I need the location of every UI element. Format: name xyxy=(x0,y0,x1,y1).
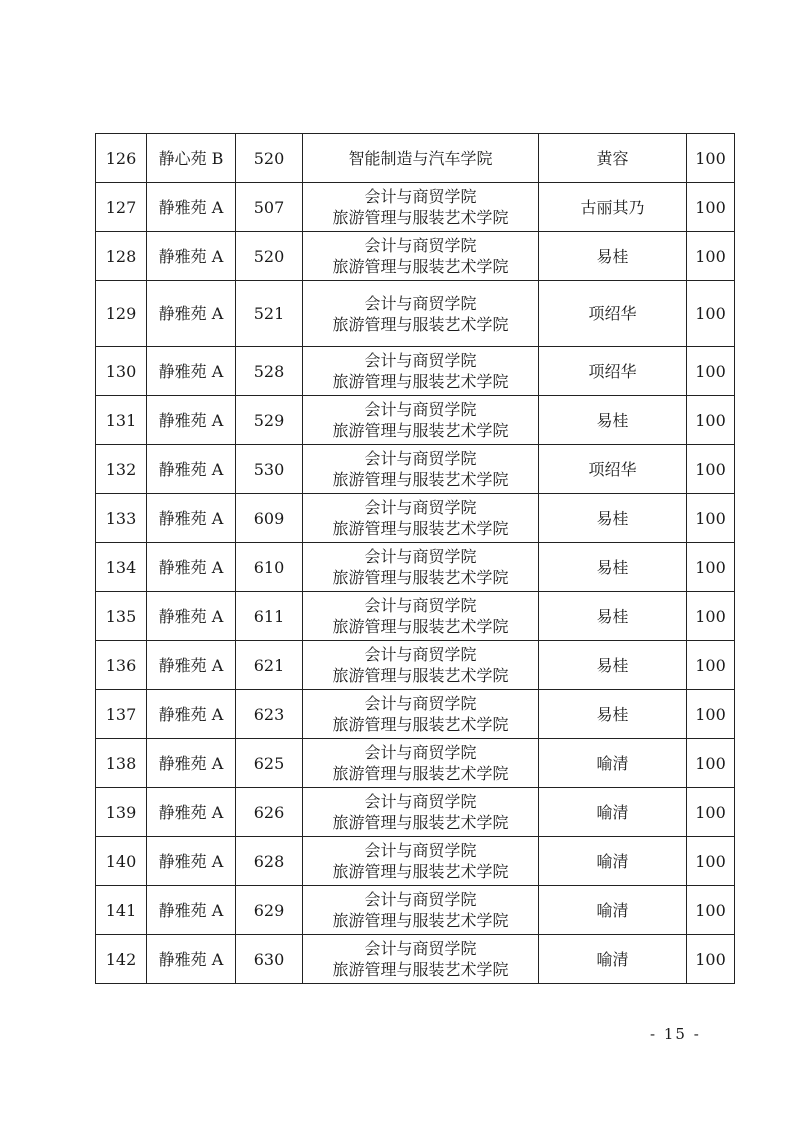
teacher-cell: 喻清 xyxy=(539,837,687,886)
row-number-cell: 128 xyxy=(96,232,147,281)
room-cell: 528 xyxy=(236,347,303,396)
college-line: 会计与商贸学院 xyxy=(364,400,477,419)
college-line: 会计与商贸学院 xyxy=(364,841,477,860)
teacher-cell: 黄容 xyxy=(539,134,687,183)
row-number-cell: 130 xyxy=(96,347,147,396)
room-cell: 520 xyxy=(236,232,303,281)
row-number-cell: 127 xyxy=(96,183,147,232)
table-row xyxy=(96,935,735,984)
teacher-cell: 喻清 xyxy=(539,788,687,837)
college-line: 旅游管理与服装艺术学院 xyxy=(332,372,509,391)
college-cell xyxy=(303,543,539,592)
college-cell xyxy=(303,886,539,935)
building-cell: 静雅苑 A xyxy=(147,935,236,984)
score-cell: 100 xyxy=(687,347,735,396)
building-cell: 静雅苑 A xyxy=(147,788,236,837)
building-cell: 静雅苑 A xyxy=(147,445,236,494)
college-line: 旅游管理与服装艺术学院 xyxy=(332,314,509,334)
college-line: 旅游管理与服装艺术学院 xyxy=(332,617,509,636)
table-row xyxy=(96,232,735,281)
college-cell xyxy=(303,690,539,739)
college-cell xyxy=(303,788,539,837)
college-line: 会计与商贸学院 xyxy=(364,498,477,517)
college-line: 旅游管理与服装艺术学院 xyxy=(332,862,509,881)
page-number: - 15 - xyxy=(650,1025,701,1043)
college-cell xyxy=(303,494,539,543)
room-cell: 625 xyxy=(236,739,303,788)
score-cell: 100 xyxy=(687,183,735,232)
building-cell: 静雅苑 A xyxy=(147,886,236,935)
room-cell: 507 xyxy=(236,183,303,232)
room-cell: 521 xyxy=(236,281,303,347)
building-cell: 静雅苑 A xyxy=(147,739,236,788)
score-cell: 100 xyxy=(687,592,735,641)
teacher-cell: 易桂 xyxy=(539,543,687,592)
row-number-cell: 131 xyxy=(96,396,147,445)
table-row xyxy=(96,543,735,592)
row-number-cell: 138 xyxy=(96,739,147,788)
college-line: 会计与商贸学院 xyxy=(364,694,477,713)
score-cell: 100 xyxy=(687,281,735,347)
row-number-cell: 135 xyxy=(96,592,147,641)
college-line: 旅游管理与服装艺术学院 xyxy=(332,568,509,587)
teacher-cell: 项绍华 xyxy=(539,445,687,494)
score-cell: 100 xyxy=(687,837,735,886)
row-number-cell: 133 xyxy=(96,494,147,543)
building-cell: 静雅苑 A xyxy=(147,494,236,543)
college-cell xyxy=(303,739,539,788)
college-cell xyxy=(303,396,539,445)
college-line: 旅游管理与服装艺术学院 xyxy=(332,257,509,276)
teacher-cell: 易桂 xyxy=(539,690,687,739)
table-body xyxy=(96,134,735,984)
teacher-cell: 喻清 xyxy=(539,739,687,788)
college-line: 会计与商贸学院 xyxy=(364,236,477,255)
room-cell: 621 xyxy=(236,641,303,690)
score-cell: 100 xyxy=(687,232,735,281)
table-row xyxy=(96,837,735,886)
college-line: 旅游管理与服装艺术学院 xyxy=(332,666,509,685)
building-cell: 静雅苑 A xyxy=(147,232,236,281)
table-row xyxy=(96,788,735,837)
row-number-cell: 134 xyxy=(96,543,147,592)
table-row xyxy=(96,445,735,494)
building-cell: 静雅苑 A xyxy=(147,592,236,641)
score-cell: 100 xyxy=(687,543,735,592)
room-cell: 629 xyxy=(236,886,303,935)
college-line: 智能制造与汽车学院 xyxy=(348,148,493,168)
table-row xyxy=(96,183,735,232)
score-cell: 100 xyxy=(687,494,735,543)
table-row xyxy=(96,641,735,690)
college-line: 旅游管理与服装艺术学院 xyxy=(332,519,509,538)
room-cell: 623 xyxy=(236,690,303,739)
table-row xyxy=(96,396,735,445)
teacher-cell: 易桂 xyxy=(539,396,687,445)
college-line: 旅游管理与服装艺术学院 xyxy=(332,960,509,979)
building-cell: 静雅苑 A xyxy=(147,690,236,739)
score-cell: 100 xyxy=(687,396,735,445)
college-line: 会计与商贸学院 xyxy=(364,939,477,958)
building-cell: 静雅苑 A xyxy=(147,641,236,690)
teacher-cell: 项绍华 xyxy=(539,281,687,347)
college-line: 旅游管理与服装艺术学院 xyxy=(332,470,509,489)
building-cell: 静雅苑 A xyxy=(147,543,236,592)
college-line: 旅游管理与服装艺术学院 xyxy=(332,421,509,440)
room-cell: 530 xyxy=(236,445,303,494)
table-row xyxy=(96,739,735,788)
college-line: 旅游管理与服装艺术学院 xyxy=(332,911,509,930)
room-cell: 626 xyxy=(236,788,303,837)
teacher-cell: 古丽其乃 xyxy=(539,183,687,232)
row-number-cell: 126 xyxy=(96,134,147,183)
table-row xyxy=(96,281,735,347)
college-line: 会计与商贸学院 xyxy=(364,596,477,615)
college-cell xyxy=(303,935,539,984)
row-number-cell: 140 xyxy=(96,837,147,886)
college-line: 旅游管理与服装艺术学院 xyxy=(332,813,509,832)
teacher-cell: 易桂 xyxy=(539,641,687,690)
teacher-cell: 喻清 xyxy=(539,935,687,984)
college-cell xyxy=(303,641,539,690)
college-cell xyxy=(303,183,539,232)
row-number-cell: 141 xyxy=(96,886,147,935)
table-row xyxy=(96,494,735,543)
college-line: 会计与商贸学院 xyxy=(364,792,477,811)
college-line: 旅游管理与服装艺术学院 xyxy=(332,764,509,783)
college-cell xyxy=(303,837,539,886)
college-line: 会计与商贸学院 xyxy=(364,890,477,909)
college-line: 会计与商贸学院 xyxy=(364,293,477,313)
score-cell: 100 xyxy=(687,739,735,788)
teacher-cell: 项绍华 xyxy=(539,347,687,396)
room-cell: 529 xyxy=(236,396,303,445)
table-row xyxy=(96,690,735,739)
teacher-cell: 易桂 xyxy=(539,232,687,281)
row-number-cell: 136 xyxy=(96,641,147,690)
college-line: 会计与商贸学院 xyxy=(364,547,477,566)
college-line: 会计与商贸学院 xyxy=(364,351,477,370)
score-cell: 100 xyxy=(687,690,735,739)
room-cell: 609 xyxy=(236,494,303,543)
building-cell: 静心苑 B xyxy=(147,134,236,183)
room-cell: 611 xyxy=(236,592,303,641)
table-row xyxy=(96,592,735,641)
table-row xyxy=(96,347,735,396)
college-line: 会计与商贸学院 xyxy=(364,743,477,762)
college-cell xyxy=(303,445,539,494)
score-cell: 100 xyxy=(687,641,735,690)
college-cell xyxy=(303,281,539,347)
college-cell xyxy=(303,134,539,183)
building-cell: 静雅苑 A xyxy=(147,281,236,347)
college-line: 会计与商贸学院 xyxy=(364,645,477,664)
score-cell: 100 xyxy=(687,445,735,494)
college-line: 旅游管理与服装艺术学院 xyxy=(332,715,509,734)
score-cell: 100 xyxy=(687,134,735,183)
room-cell: 628 xyxy=(236,837,303,886)
college-line: 会计与商贸学院 xyxy=(364,187,477,206)
building-cell: 静雅苑 A xyxy=(147,347,236,396)
college-line: 旅游管理与服装艺术学院 xyxy=(332,208,509,227)
room-cell: 520 xyxy=(236,134,303,183)
row-number-cell: 129 xyxy=(96,281,147,347)
building-cell: 静雅苑 A xyxy=(147,183,236,232)
table-row xyxy=(96,134,735,183)
row-number-cell: 137 xyxy=(96,690,147,739)
college-cell xyxy=(303,592,539,641)
table-row xyxy=(96,886,735,935)
row-number-cell: 132 xyxy=(96,445,147,494)
row-number-cell: 142 xyxy=(96,935,147,984)
teacher-cell: 易桂 xyxy=(539,494,687,543)
score-cell: 100 xyxy=(687,788,735,837)
building-cell: 静雅苑 A xyxy=(147,837,236,886)
college-cell xyxy=(303,347,539,396)
teacher-cell: 易桂 xyxy=(539,592,687,641)
room-cell: 610 xyxy=(236,543,303,592)
teacher-cell: 喻清 xyxy=(539,886,687,935)
building-cell: 静雅苑 A xyxy=(147,396,236,445)
college-cell xyxy=(303,232,539,281)
score-cell: 100 xyxy=(687,935,735,984)
college-line: 会计与商贸学院 xyxy=(364,449,477,468)
score-cell: 100 xyxy=(687,886,735,935)
dormitory-score-table xyxy=(95,133,735,984)
row-number-cell: 139 xyxy=(96,788,147,837)
room-cell: 630 xyxy=(236,935,303,984)
